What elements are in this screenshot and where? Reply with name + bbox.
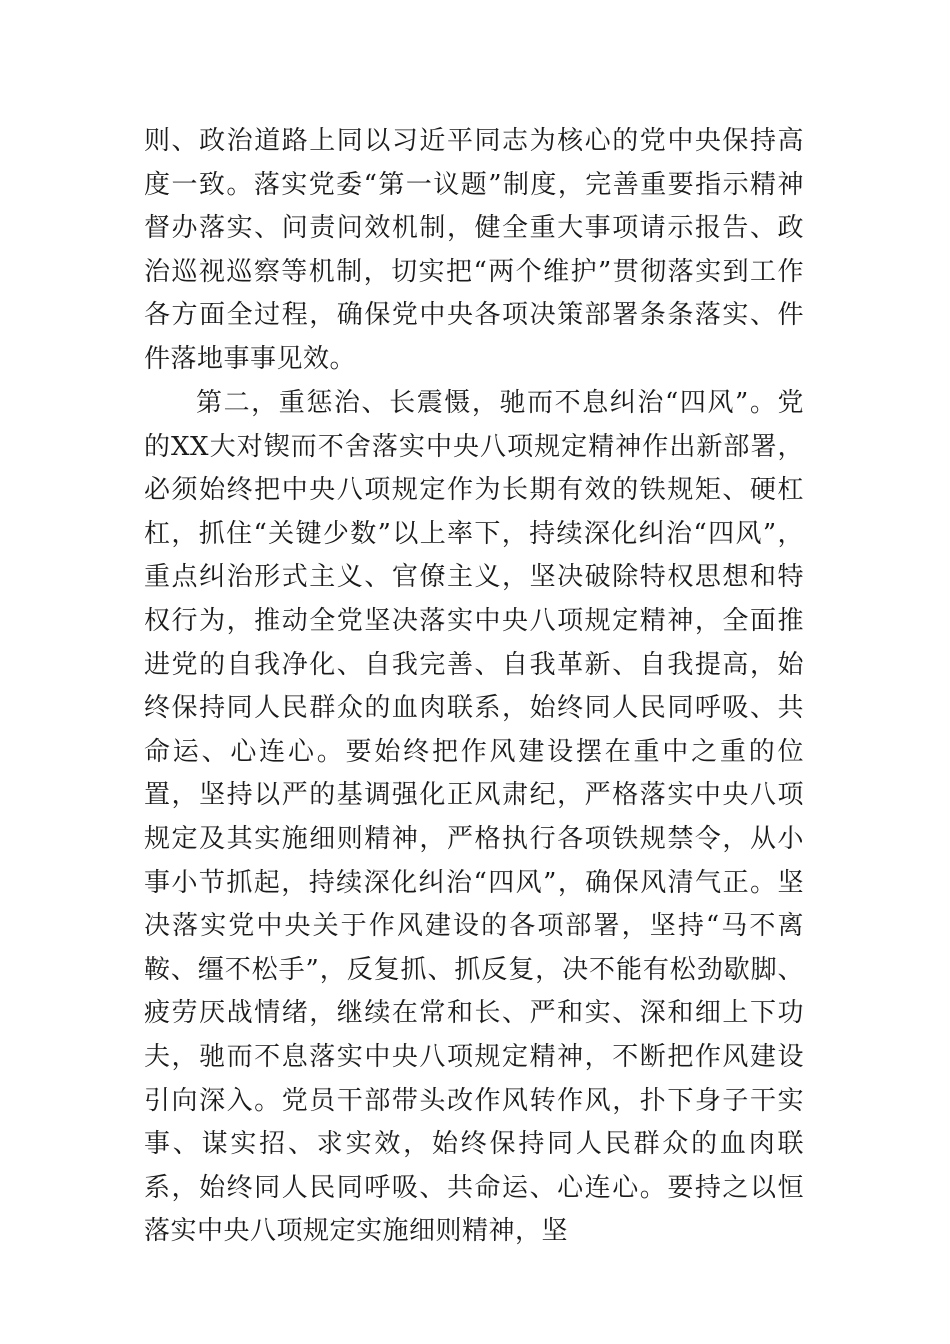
document-body-top [144, 120, 804, 382]
paragraph-second-point: 第二，重惩治、长震慑，驰而不息纠治“四风”。党的XX大对锲而不舍落实中央八项规定精神作出新部署，必须始终把中央八项规定作为长期有效的铁规矩、硬杠杠，抓住“关键少数”以上率下，持续深化纠治“四风”，重点纠治形式主义、官僚主义，坚决破除特权思想和特权行为，推动全党坚决落实中央八项规定精神，全面推进党的自我净化、自我完善、自我革新、自我提高，始终保持同人民群众的血肉联系，始终同人民同呼吸、共命运、心连心。要始终把作风建设摆在重中之重的位置，坚持以严的基调强化正风肃纪，严格落实中央八项规定及其实施细则精神，严格执行各项铁规禁令，从小事小节抓起，持续深化纠治“四风”，确保风清气正。坚决落实党中央关于作风建设的各项部署，坚持“马不离鞍、缰不松手”，反复抓、抓反复，决不能有松劲歇脚、疲劳厌战情绪，继续在常和长、严和实、深和细上下功夫，驰而不息落实中央八项规定精神，不断把作风建设引向深入。党员干部带头改作风转作风，扑下身子干实事、谋实招、求实效，始终保持同人民群众的血肉联系，始终同人民同呼吸、共命运、心连心。要持之以恒落实中央八项规定实施细则精神，坚 [144, 388, 804, 1247]
document-body-main [144, 382, 804, 1254]
paragraph-continuation: 则、政治道路上同以习近平同志为核心的党中央保持高度一致。落实党委“第一议题”制度，完善重要指示精神督办落实、问责问效机制，健全重大事项请示报告、政治巡视巡察等机制，切实把“两个维护”贯彻落实到工作各方面全过程，确保党中央各项决策部署条条落实、件件落地事事见效。 [144, 126, 804, 374]
